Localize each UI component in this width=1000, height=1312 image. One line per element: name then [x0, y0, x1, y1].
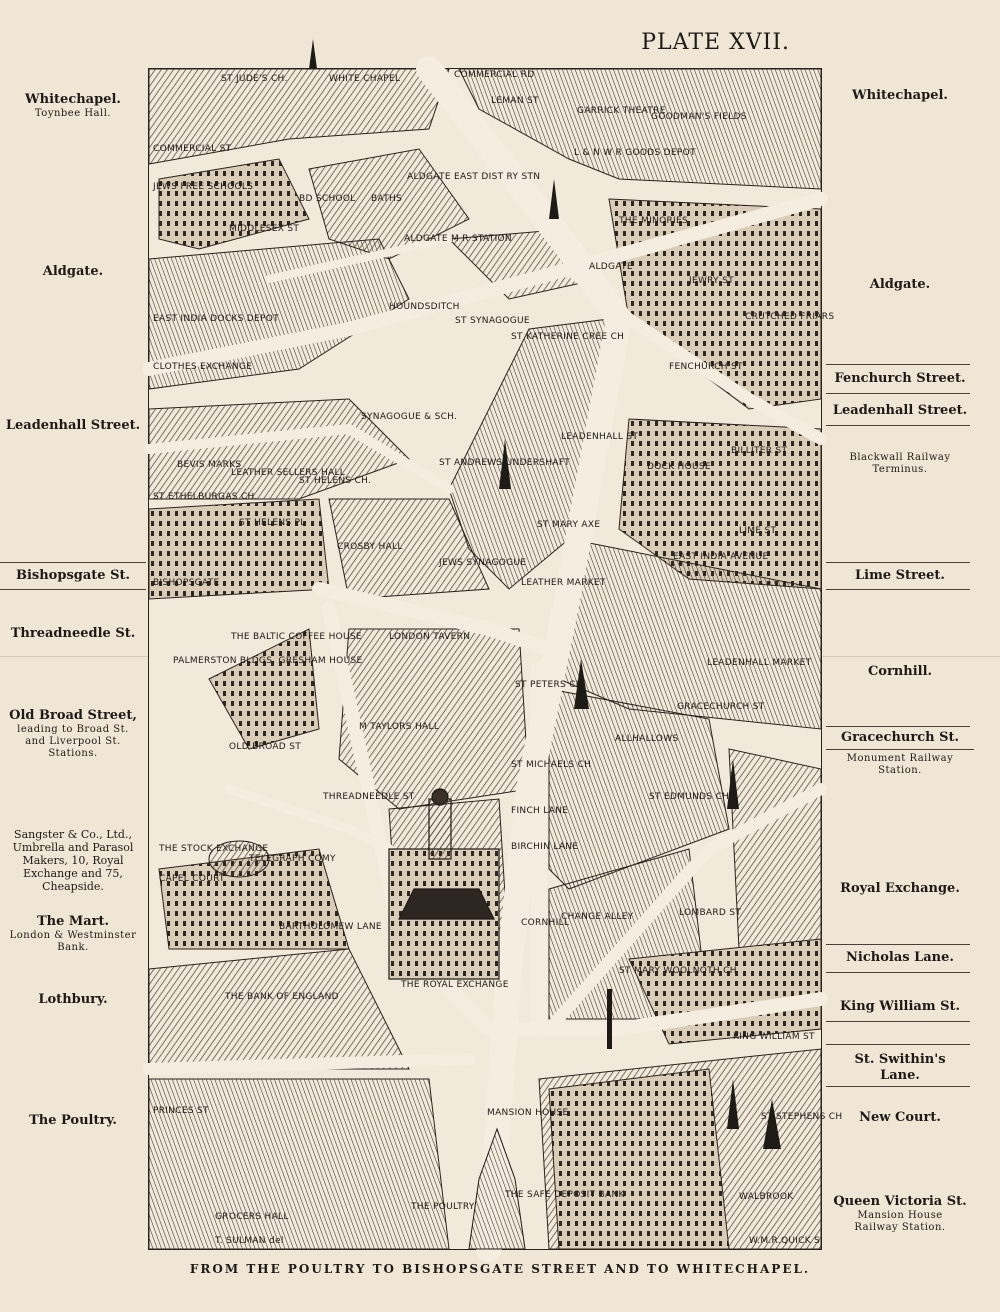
- label-gracechurch: GRACECHURCH ST: [677, 702, 765, 712]
- label-aldgate: ALDGATE: [589, 262, 633, 272]
- map-caption: FROM THE POULTRY TO BISHOPSGATE STREET AND TO WHITECHAPEL.: [189, 1262, 811, 1276]
- right-label-nicholas: Nicholas Lane.: [846, 950, 954, 965]
- label-princes: PRINCES ST: [153, 1106, 209, 1116]
- left-label-old-broad: Old Broad Street, leading to Broad St. and Liverpool St. Stations.: [9, 708, 137, 759]
- label-clothes: CLOTHES EXCHANGE: [153, 362, 253, 372]
- label-lnwr: L & N W R GOODS DEPOT: [574, 148, 696, 158]
- right-label-gracechurch: Gracechurch St. Monument Railway Station.: [826, 730, 974, 777]
- rule: [826, 726, 970, 727]
- right-label-king-william: King William St.: [839, 999, 961, 1014]
- label-cornhill: CORNHILL: [521, 918, 570, 928]
- label-poultry: THE POULTRY: [411, 1202, 475, 1212]
- label-crutched: CRUTCHED FRIARS: [745, 312, 835, 322]
- label-st-helens-ch: ST HELENS CH.: [299, 476, 372, 486]
- label-king-william: KING WILLIAM ST: [733, 1032, 815, 1042]
- rule: [826, 364, 970, 365]
- label-bevis: BEVIS MARKS: [177, 460, 242, 470]
- rule: [826, 1044, 970, 1045]
- label-old-broad: OLD BROAD ST: [229, 742, 302, 752]
- rule: [826, 944, 970, 945]
- label-telegraph: TELEGRAPH COMY: [249, 854, 336, 864]
- left-label-whitechapel: Whitechapel. Toynbee Hall.: [25, 92, 121, 119]
- left-label-sangster: Sangster & Co., Ltd., Umbrella and Parasol Makers, 10, Royal Exchange and 75, Cheapside.: [12, 828, 134, 893]
- rule: [826, 1086, 970, 1087]
- label-bd-school: BD SCHOOL: [299, 194, 356, 204]
- rule: [826, 425, 970, 426]
- label-bartholomew: BARTHOLOMEW LANE: [279, 922, 382, 932]
- right-label-aldgate: Aldgate.: [869, 277, 931, 292]
- label-st-michaels: ST MICHAELS CH: [511, 760, 592, 770]
- label-aldgate-east: ALDGATE EAST DIST RY STN: [407, 172, 541, 182]
- rule: [0, 589, 146, 590]
- label-st-peters: ST PETERS CH: [515, 680, 583, 690]
- label-aldgate-station: ALDGATE M R STATION: [404, 234, 512, 244]
- label-london-tavern: LONDON TAVERN: [389, 632, 471, 642]
- label-baths: BATHS: [371, 194, 403, 204]
- left-label-aldgate: Aldgate.: [42, 264, 104, 279]
- left-label-lothbury: Lothbury.: [38, 992, 108, 1007]
- label-fenchurch: FENCHURCH ST: [669, 362, 743, 372]
- label-middlesex: MIDDLESEX ST: [229, 224, 300, 234]
- left-label-poultry: The Poultry.: [29, 1113, 117, 1128]
- rule: [826, 562, 970, 563]
- label-leadenhall: LEADENHALL ST: [561, 432, 639, 442]
- label-st-mary-axe: ST MARY AXE: [537, 520, 601, 530]
- label-jewry: JEWRY ST: [689, 276, 734, 286]
- label-houndsditch: HOUNDSDITCH: [389, 302, 460, 312]
- right-label-lime: Lime Street.: [855, 568, 945, 583]
- label-commercial-st: COMMERCIAL ST: [153, 144, 232, 154]
- label-mansion: MANSION HOUSE: [487, 1108, 569, 1118]
- left-label-leadenhall: Leadenhall Street.: [5, 418, 141, 433]
- label-st-stephens: ST STEPHENS CH: [761, 1112, 843, 1122]
- label-leather-market: LEATHER MARKET: [521, 578, 606, 588]
- label-allhallows: ALLHALLOWS: [615, 734, 679, 744]
- label-garrick: GARRICK THEATRE: [577, 106, 666, 116]
- rule: [826, 393, 970, 394]
- right-label-leadenhall: Leadenhall Street.: [832, 403, 968, 418]
- label-bank: THE BANK OF ENGLAND: [225, 992, 339, 1002]
- label-st-edmunds: ST EDMUNDS CH: [649, 792, 730, 802]
- label-threadneedle: THREADNEEDLE ST: [323, 792, 415, 802]
- label-lime-st: LIME ST: [739, 526, 777, 536]
- right-label-whitechapel: Whitechapel.: [852, 88, 948, 103]
- label-commercial-rd: COMMERCIAL RD: [454, 70, 535, 80]
- rule: [826, 589, 970, 590]
- label-dock-house: DOCK HOUSE: [647, 462, 711, 472]
- label-st-helens-pl: ST HELENS PL: [239, 518, 306, 528]
- label-jews-syn: JEWS SYNAGOGUE: [439, 558, 527, 568]
- label-sulman: T. SULMAN del: [215, 1236, 284, 1246]
- label-safe-deposit: THE SAFE DEPOSIT BANK: [505, 1190, 625, 1200]
- monument-column: [607, 989, 612, 1049]
- label-stock-exchange: THE STOCK EXCHANGE: [159, 844, 269, 854]
- right-label-blackwall: Blackwall Railway Terminus.: [849, 452, 951, 475]
- plate-title: PLATE XVII.: [641, 30, 790, 55]
- label-merchant-taylors: M TAYLORS HALL: [359, 722, 440, 732]
- mansion-house-dome: [469, 1129, 525, 1249]
- label-st-judes: ST JUDE'S CH.: [221, 74, 288, 84]
- right-label-fenchurch: Fenchurch Street.: [834, 371, 966, 386]
- right-label-queen-victoria: Queen Victoria St. Mansion House Railway Station.: [833, 1194, 967, 1233]
- label-east-india-ave: EAST INDIA AVENUE: [673, 552, 769, 562]
- rule: [0, 562, 146, 563]
- label-leadenhall-market: LEADENHALL MARKET: [707, 658, 812, 668]
- label-st-andrews: ST ANDREWS UNDERSHAFT: [439, 458, 570, 468]
- label-royal-exchange: THE ROYAL EXCHANGE: [401, 980, 509, 990]
- label-goodmans: GOODMAN'S FIELDS: [651, 112, 747, 122]
- label-quick: W.M.R.QUICK S: [749, 1236, 821, 1246]
- left-label-mart: The Mart. London & Westminster Bank.: [9, 914, 137, 953]
- right-label-cornhill: Cornhill.: [867, 664, 933, 679]
- label-grocers: GROCERS HALL: [215, 1212, 289, 1222]
- label-synagogue-top: ST SYNAGOGUE: [455, 316, 530, 326]
- label-white-chapel: WHITE CHAPEL: [329, 74, 401, 84]
- label-east-india: EAST INDIA DOCKS DEPOT: [153, 314, 279, 324]
- label-lombard: LOMBARD ST: [679, 908, 742, 918]
- label-billiter: BILLITER ST: [731, 446, 788, 456]
- label-st-katherine: ST KATHERINE CREE CH: [511, 332, 625, 342]
- label-baltic: THE BALTIC COFFEE HOUSE: [231, 632, 362, 642]
- label-capel: CAPEL COURT: [159, 874, 225, 884]
- right-label-st-swithins: St. Swithin's Lane.: [854, 1052, 946, 1083]
- label-crosby: CROSBY HALL: [337, 542, 403, 552]
- left-label-bishopsgate: Bishopsgate St.: [15, 568, 130, 583]
- right-label-new-court: New Court.: [859, 1110, 941, 1125]
- label-st-mary-woolnoth: ST MARY WOOLNOTH CH: [619, 966, 737, 976]
- bird-eye-map: [148, 68, 843, 1250]
- right-label-royal-exchange: Royal Exchange.: [840, 881, 960, 896]
- label-bishopsgate: BISHOPSGATE: [153, 578, 220, 588]
- label-birchin: BIRCHIN LANE: [511, 842, 579, 852]
- label-change-alley: CHANGE ALLEY: [561, 912, 634, 922]
- label-palmerston: PALMERSTON BLDGS. GRESHAM HOUSE: [173, 656, 363, 666]
- label-st-ethelburgas: ST ETHELBURGAS CH.: [153, 492, 258, 502]
- label-leather-sellers: LEATHER SELLERS HALL: [231, 468, 346, 478]
- left-label-threadneedle: Threadneedle St.: [10, 626, 136, 641]
- label-leman-st: LEMAN ST: [491, 96, 539, 106]
- label-finch: FINCH LANE: [511, 806, 569, 816]
- rule: [826, 1021, 970, 1022]
- label-synagogue-sch: SYNAGOGUE & SCH.: [361, 412, 458, 422]
- label-walbrook: WALBROOK: [739, 1192, 794, 1202]
- label-jews-free: JEWS FREE SCHOOLS: [153, 182, 254, 192]
- rule: [826, 972, 970, 973]
- label-minories: THE MINORIES: [619, 216, 688, 226]
